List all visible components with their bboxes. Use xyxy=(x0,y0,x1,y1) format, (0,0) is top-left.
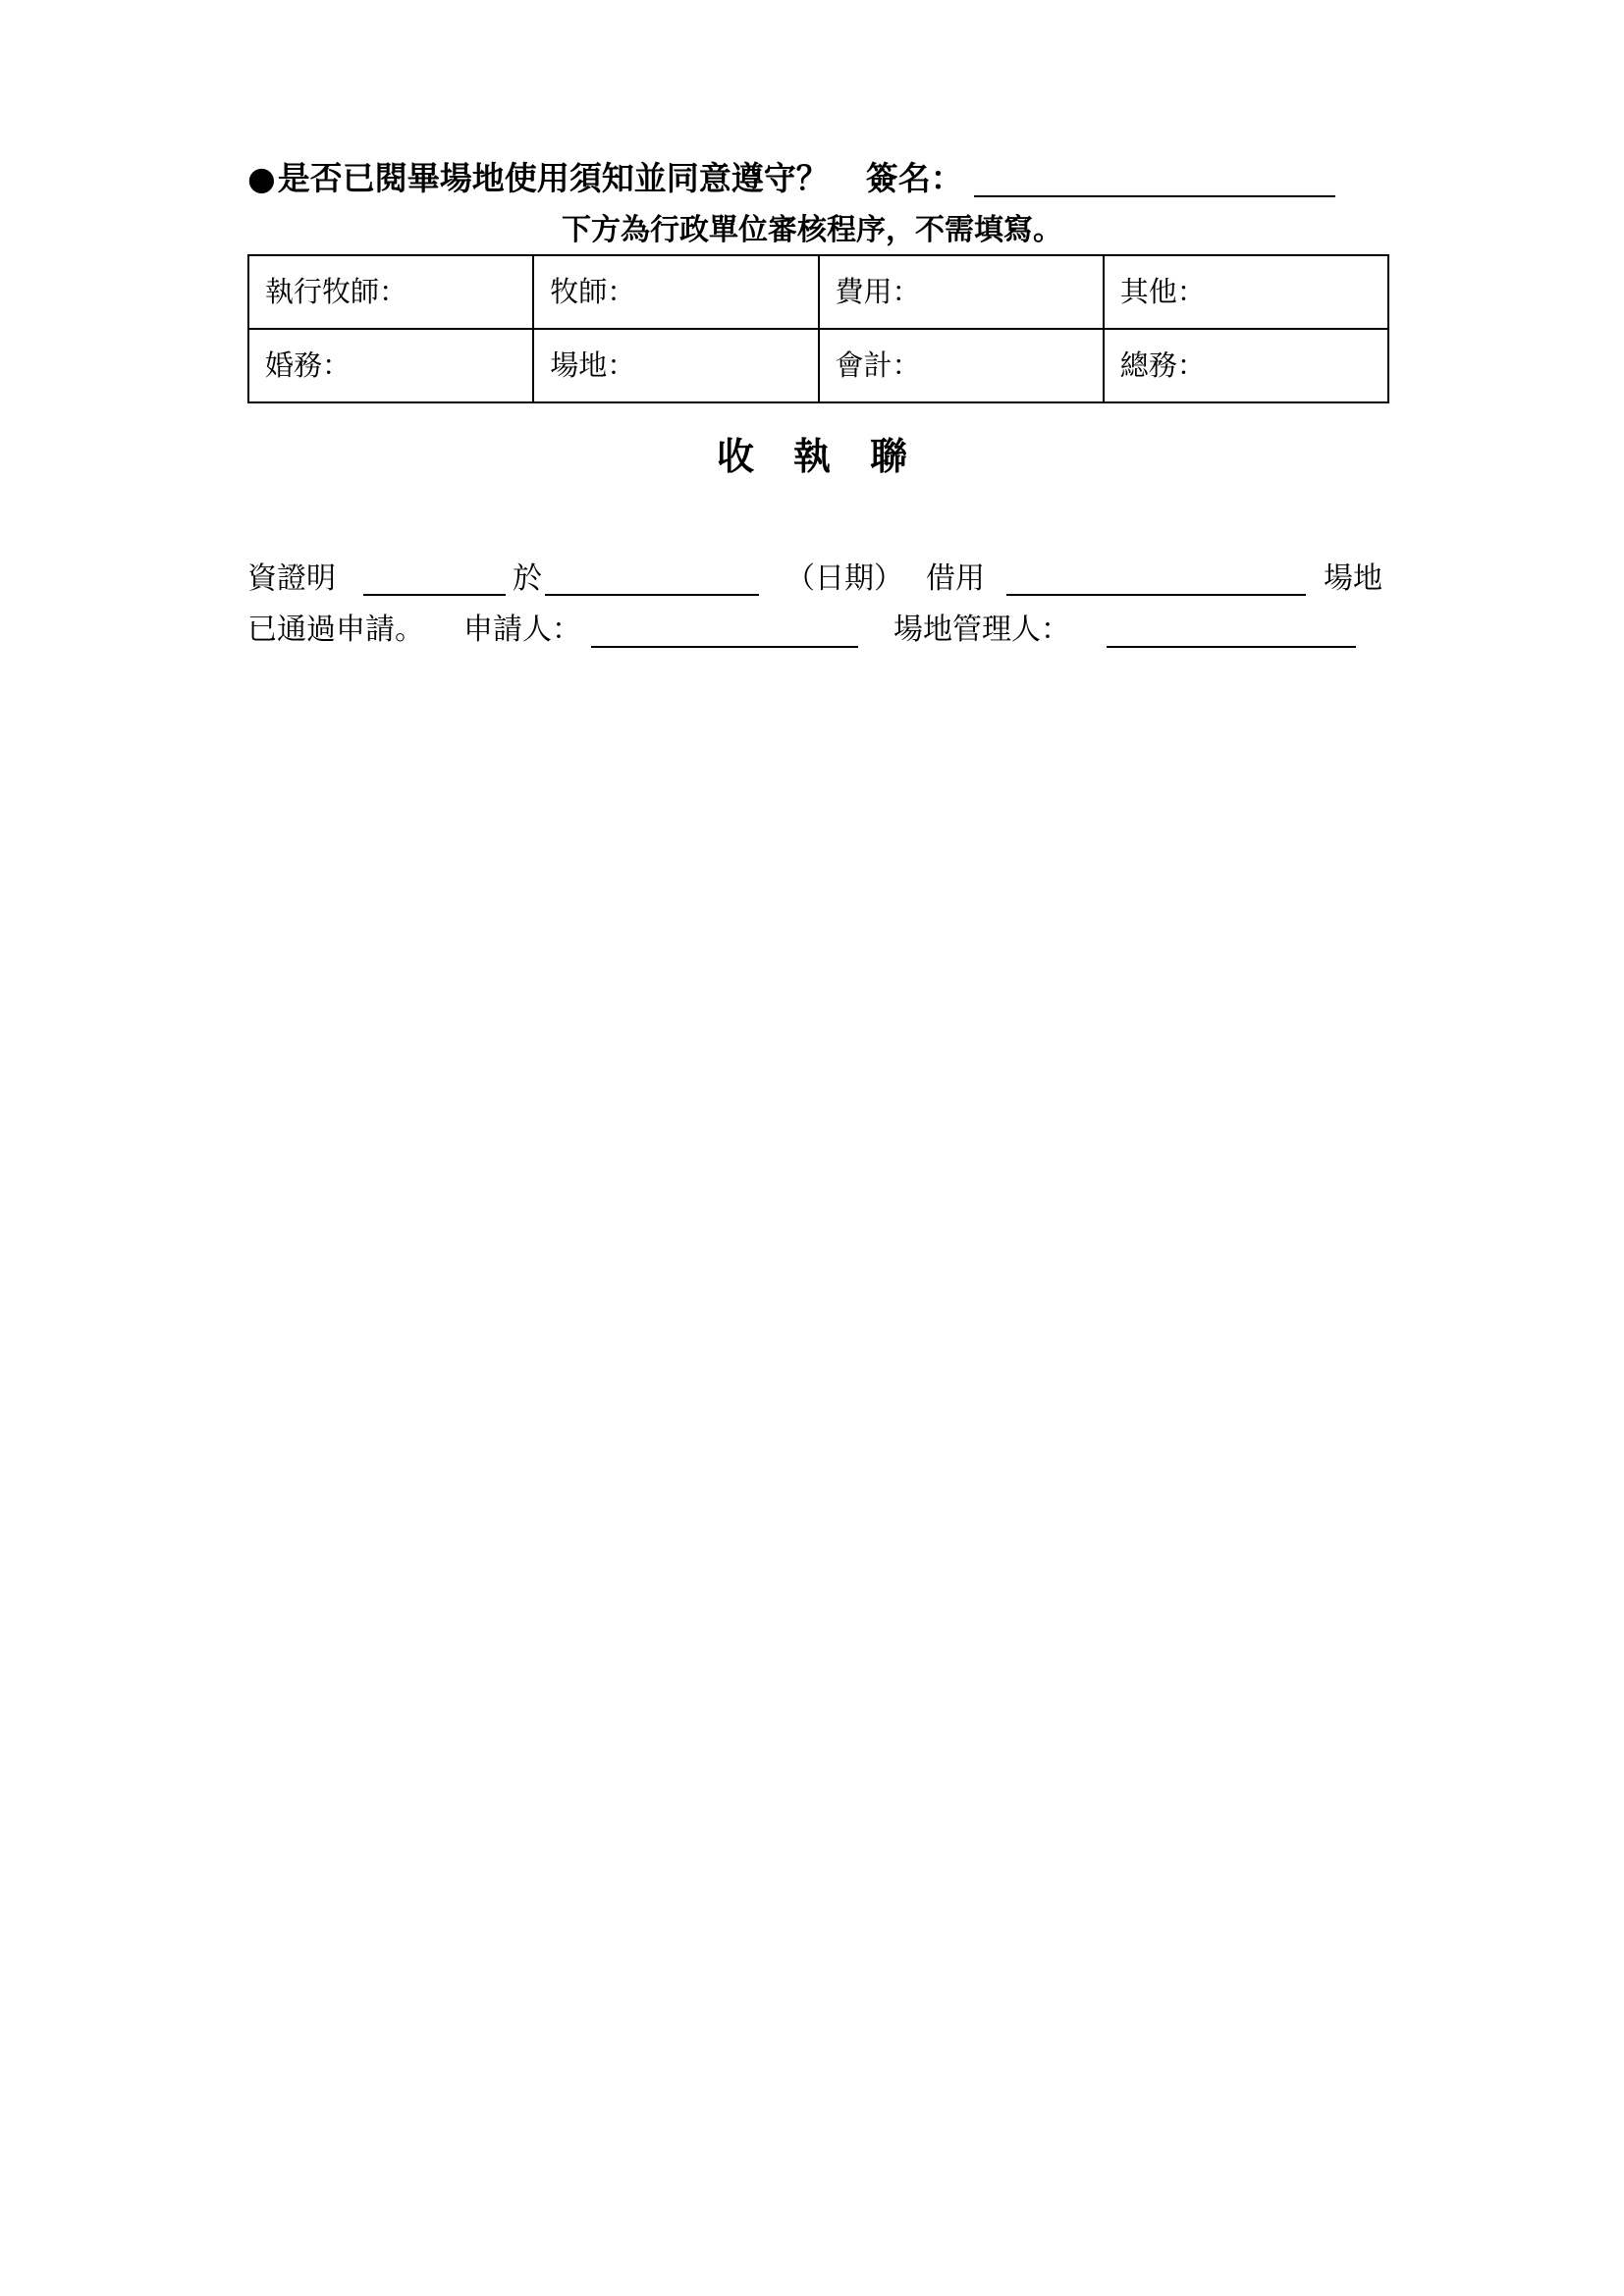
signature-label: 簽名： xyxy=(865,159,963,197)
review-cell-wedding: 婚務： xyxy=(248,329,533,402)
review-cell-other: 其他： xyxy=(1104,255,1388,329)
review-cell-venue: 場地： xyxy=(533,329,818,402)
name-field[interactable] xyxy=(363,594,506,596)
admin-notice-text: 下方為行政單位審核程序，不需填寫。 xyxy=(562,213,1062,247)
receipt-at: 於 xyxy=(513,561,542,596)
manager-field[interactable] xyxy=(1107,646,1356,648)
agreement-question-text: 是否已閱畢場地使用須知並同意遵守？ xyxy=(277,159,829,197)
receipt-approved: 已通過申請。 xyxy=(247,613,424,647)
receipt-title: 收執聯 xyxy=(716,434,947,478)
applicant-field[interactable] xyxy=(591,646,858,648)
admin-notice xyxy=(0,211,1624,250)
venue-field[interactable] xyxy=(1006,594,1306,596)
signature-field[interactable] xyxy=(974,195,1335,197)
table-row xyxy=(248,329,1388,402)
receipt-borrow: 借用 xyxy=(926,561,985,596)
review-cell-fee: 費用： xyxy=(819,255,1104,329)
review-cell-general-affairs: 總務： xyxy=(1104,329,1388,402)
receipt-prefix: 資證明 xyxy=(247,561,336,596)
date-field[interactable] xyxy=(545,594,759,596)
receipt-venue: 場地 xyxy=(1324,561,1382,596)
review-cell-pastor: 牧師： xyxy=(533,255,818,329)
receipt-date-label: （日期） xyxy=(785,561,903,596)
review-cell-accounting: 會計： xyxy=(819,329,1104,402)
review-table xyxy=(247,254,1389,403)
review-cell-executive-pastor: 執行牧師： xyxy=(248,255,533,329)
applicant-label: 申請人： xyxy=(463,613,581,647)
bullet-icon: ● xyxy=(247,159,276,197)
table-row xyxy=(248,255,1388,329)
manager-label: 場地管理人： xyxy=(893,613,1070,647)
agreement-question xyxy=(247,157,963,200)
